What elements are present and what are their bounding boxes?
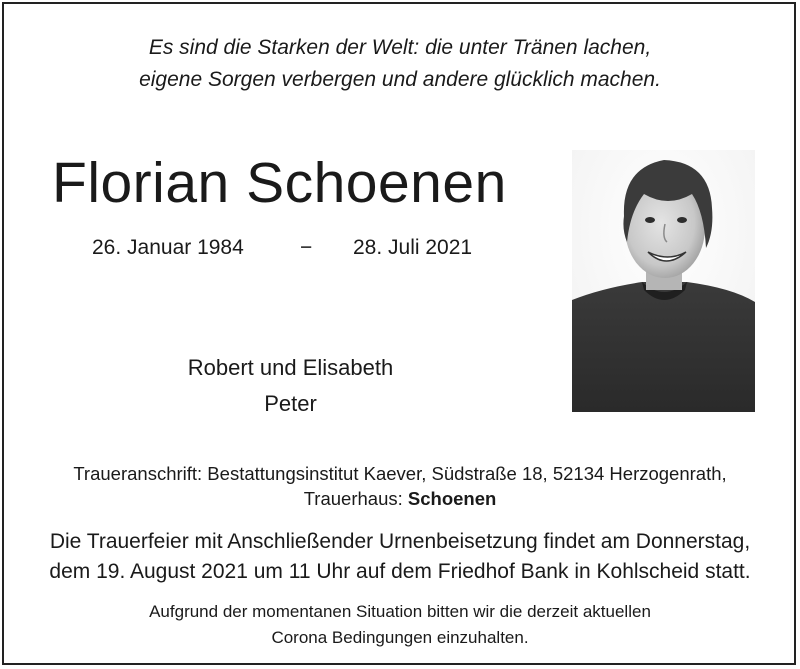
address-label: Trauerhaus: [303,488,408,509]
quote-line-2: eigene Sorgen verbergen und andere glücklich machen. [139,68,661,91]
ceremony-line-1: Die Trauerfeier mit Anschließender Urnenbeisetzung findet am Donnerstag, [49,530,751,553]
family-line-2: Peter [264,391,317,416]
address-line-1: Traueranschrift: Bestattungsinstitut Kaever, Südstraße 18, 52134 Herzogenrath, [73,463,727,484]
quote-line-1: Es sind die Starken der Welt: die unter Tränen lachen, [148,36,652,59]
date-dash: − [300,236,313,259]
deceased-name: Florian Schoenen [52,151,507,215]
portrait-photo [572,150,755,412]
notice-line-1: Aufgrund der momentanen Situation bitten wir die derzeit aktuellen [149,602,651,621]
birth-date: 26. Januar 1984 [92,236,244,259]
death-date: 28. Juli 2021 [353,236,473,259]
address-line-2 [0,488,800,510]
house-name: Schoenen [407,488,497,509]
family-line-1: Robert und Elisabeth [187,355,394,380]
ceremony-line-2: dem 19. August 2021 um 11 Uhr auf dem Friedhof Bank in Kohlscheid statt. [49,560,751,583]
notice-line-2: Corona Bedingungen einzuhalten. [271,628,529,647]
